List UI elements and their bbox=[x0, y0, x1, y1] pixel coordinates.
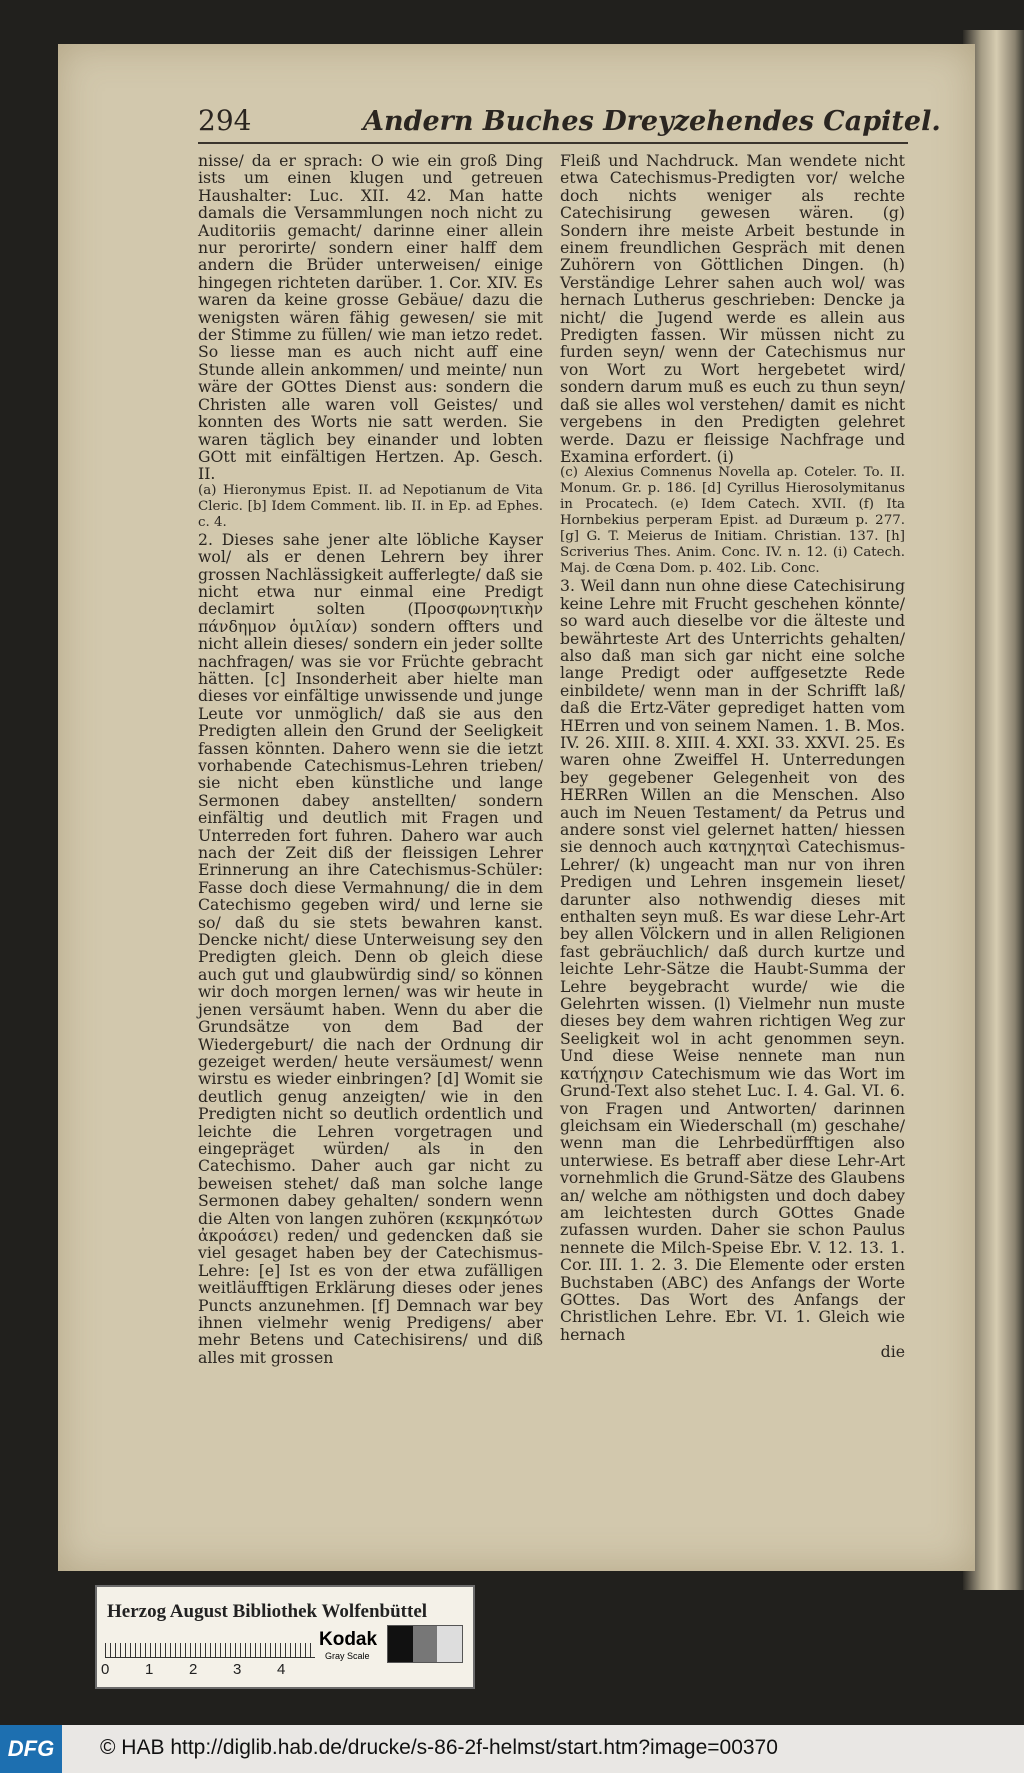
ruler-number: 2 bbox=[189, 1661, 198, 1678]
gray-swatch bbox=[413, 1626, 438, 1662]
dfg-logo[interactable]: DFG bbox=[0, 1725, 62, 1773]
footnote: (a) Hieronymus Epist. II. ad Nepotianum de Vita Cleric. [b] Idem Comment. lib. II. in Ep. ad Ephes. c. 4. bbox=[198, 482, 543, 530]
right-column bbox=[560, 152, 905, 1361]
book-page bbox=[58, 44, 975, 1571]
copyright-link[interactable]: © HAB http://diglib.hab.de/drucke/s-86-2f-helmst/start.htm?image=00370 bbox=[100, 1736, 778, 1759]
page-content bbox=[198, 104, 968, 1504]
ruler bbox=[105, 1633, 315, 1658]
page-number: 294 bbox=[198, 104, 252, 137]
running-title: Andern Buches Dreyzehendes Capitel. bbox=[363, 106, 941, 137]
gray-scale-swatches bbox=[387, 1625, 463, 1663]
color-calibration-strip bbox=[95, 1585, 475, 1689]
catchword: die bbox=[880, 1342, 905, 1362]
left-column bbox=[198, 152, 543, 1366]
footnote: (c) Alexius Comnenus Novella ap. Coteler. To. II. Monum. Gr. p. 186. [d] Cyrillus Hierosolymitanus in Procatech. (e) Idem Catech. XVII. (f) Ita Hornbekius perperam Epist. ad Duræum p. 277. [g] G. T. Meierus de Initiam. Christian. 137. [h] Scriverius Thes. Anim. Conc. IV. n. 12. (i) Catech. Maj. de Cœna Dom. p. 402. Lib. Conc. bbox=[560, 465, 905, 577]
page-header bbox=[198, 104, 941, 144]
text-paragraph: 3. Weil dann nun ohne diese Catechisirung keine Lehre mit Frucht geschehen könnte/ so ward auch dieselbe vor die älteste und bewährteste Art des Unterrichts gehalten/ also daß man sich gar nicht eine solche lange Predigt oder auffgesetzte Rede einbildete/ wenn man in der Schrifft laß/ daß die Ertz-Väter geprediget hatten vom HErren und von seinem Namen. 1. B. Mos. IV. 26. XIII. 8. XIII. 4. XXI. 33. XXVI. 25. Es waren ohne Zweiffel H. Unterredungen bey gegebener Gelegenheit von des HERRen Willen an die Menschen. Also auch im Neuen Testament/ da Petrus und andere sonst viel gelernet hatten/ hiessen sie dennoch auch κατηχηταὶ Catechismus-Lehrer/ (k) ungeacht man nur von ihren Predigen und Lehren insgemein lieset/ darunter also nothwendig dieses mit enthalten seyn muß. Es war diese Lehr-Art bey allen Völckern und in allen Religionen fast gebräuchlich/ daß durch kurtze und leichte Lehr-Sätze die Haubt-Summa der Lehre beygebracht wurde/ wie die Gelehrten wissen. (l) Vielmehr nun muste dieses bey dem wahren richtigen Weg zur Seeligkeit wol in acht genommen seyn. Und diese Weise nennete man nun κατήχησιν Catechismum wie das Wort im Grund-Text also stehet Luc. I. 4. Gal. VI. 6. von Fragen und Antworten/ darinnen gleichsam ein Wiederschall (m) geschahe/ wenn man die Lehrbedürfftigen also unterwiese. Es betraff aber diese Lehr-Art vornehmlich die Grund-Sätze des Glaubens an/ welche am nöthigsten und doch dabey am leichtesten durch GOttes Gnade zufassen wurden. Daher sie schon Paulus nennete die Milch-Speise Ebr. V. 12. 13. 1. Cor. III. 1. 2. 3. Die Elemente oder ersten Buchstaben (ABC) des Anfangs der Worte GOttes. Das Wort des Anfangs der Christlichen Lehre. Ebr. VI. 1. Gleich wie hernach bbox=[560, 576, 905, 1344]
text-paragraph: 2. Dieses sahe jener alte löbliche Kayser wol/ als er denen Lehrern bey ihrer grossen Nachlässigkeit aufferlegte/ daß sie nicht etwa nur einmal eine Predigt declamirt solten (Προσφωνητικὴν πάνδημον ὁμιλίαν) sondern offters und nicht allein dieses/ sondern ein jeder sollte nachfragen/ was sie vor Früchte gebracht hätten. [c] Insonderheit aber hielte man dieses vor einfältige unwissende und junge Leute vor unmöglich/ daß sie aus den Predigten allein den Grund der Seeligkeit fassen könnten. Dahero wenn sie die ietzt vorhabende Catechismus-Lehren trieben/ sie nicht eben künstliche und lange Sermonen dabey anstellten/ sondern einfältig und deutlich mit Fragen und Unterreden fort fuhren. Dahero war auch nach der Zeit diß der fleissigen Lehrer Erinnerung an ihre Catechismus-Schüler: Fasse doch diese Vermahnung/ die in dem Catechismo gegeben wird/ und lerne sie so/ daß du sie stets bewahren kanst. Dencke nicht/ diese Unterweisung sey den Predigten gleich. Denn ob gleich diese auch gut und glaubwürdig sind/ so können wir doch morgen lernen/ was wir heute in jenen versäumt haben. Wenn du aber die Grundsätze von dem Bad der Wiedergeburt/ die nach der Ordnung dir gezeiget werden/ heute versäumest/ wenn wirstu es wieder einbringen? [d] Womit sie deutlich genug anzeigten/ wie in den Predigten nicht so deutlich ordentlich und leichte die Lehren vorgetragen und eingepräget würden/ als in den Catechismo. Daher auch gar nicht zu beweisen stehet/ daß man solche lange Sermonen dabey gehalten/ sondern wenn die Alten von langen zuhören (κεκμηκότων ἀκροάσει) reden/ und gedencken daß sie viel gesaget haben bey der Catechismus-Lehre: [e] Ist es von der etwa zufälligen weitläufftigen Erklärung dieses oder jenes Puncts anzunehmen. [f] Demnach war bey ihnen vielmehr wenig Predigens/ aber mehr Betens und Catechisirens/ und diß alles mit grossen bbox=[198, 529, 543, 1367]
kodak-brand: Kodak bbox=[319, 1629, 378, 1650]
ruler-number: 3 bbox=[233, 1661, 242, 1678]
gray-scale-label: Gray Scale bbox=[325, 1651, 370, 1661]
library-label: Herzog August Bibliothek Wolfenbüttel bbox=[107, 1601, 428, 1622]
ruler-number: 0 bbox=[101, 1661, 110, 1678]
ruler-number: 4 bbox=[277, 1661, 286, 1678]
text-paragraph: Fleiß und Nachdruck. Man wendete nicht etwa Catechismus-Predigten vor/ welche doch nichts weniger als rechte Catechisirung gewesen wären. (g) Sondern ihre meiste Arbeit bestunde in einem freundlichen Gespräch mit denen Zuhörern von Göttlichen Dingen. (h) Verständige Lehrer sahen auch wol/ was hernach Lutherus geschrieben: Dencke ja nicht/ die Jugend werde es allein aus Predigten fassen. Wir müssen nicht zu furden seyn/ wenn der Catechismus nur von Wort zu Wort hergebetet wird/ sondern darum muß es euch zu thun seyn/ daß sie alles wol verstehen/ damit es nicht vergebens in den Predigten gelehret werde. Dazu er fleissige Nachfrage und Examina erfordert. (i) bbox=[560, 151, 905, 466]
footer-bar bbox=[0, 1725, 1024, 1773]
ruler-number: 1 bbox=[145, 1661, 154, 1678]
gray-swatch bbox=[437, 1626, 462, 1662]
gray-swatch bbox=[388, 1626, 413, 1662]
text-paragraph: nisse/ da er sprach: O wie ein groß Ding ists um einen klugen und getreuen Haushalter: Luc. XII. 42. Man hatte damals die Versammlungen noch nicht zu Auditoriis gemacht/ darinne einer allein nur perorirte/ sondern einer halff dem andern die Brüder unterweisen/ einige hingegen richteten darüber. 1. Cor. XIV. Es waren da keine grosse Gebäue/ dazu die wenigsten wären fähig gewesen/ sie mit der Stimme zu füllen/ wie man ietzo redet. So liesse man es auch nicht auff eine Stunde allein ankommen/ und meinte/ nun wäre der GOttes Dienst aus: sondern die Christen alle waren voll Geistes/ und konnten des Worts nie satt werden. Sie waren täglich bey einander und lobten GOtt mit einfältigen Hertzen. Ap. Gesch. II. bbox=[198, 151, 543, 484]
